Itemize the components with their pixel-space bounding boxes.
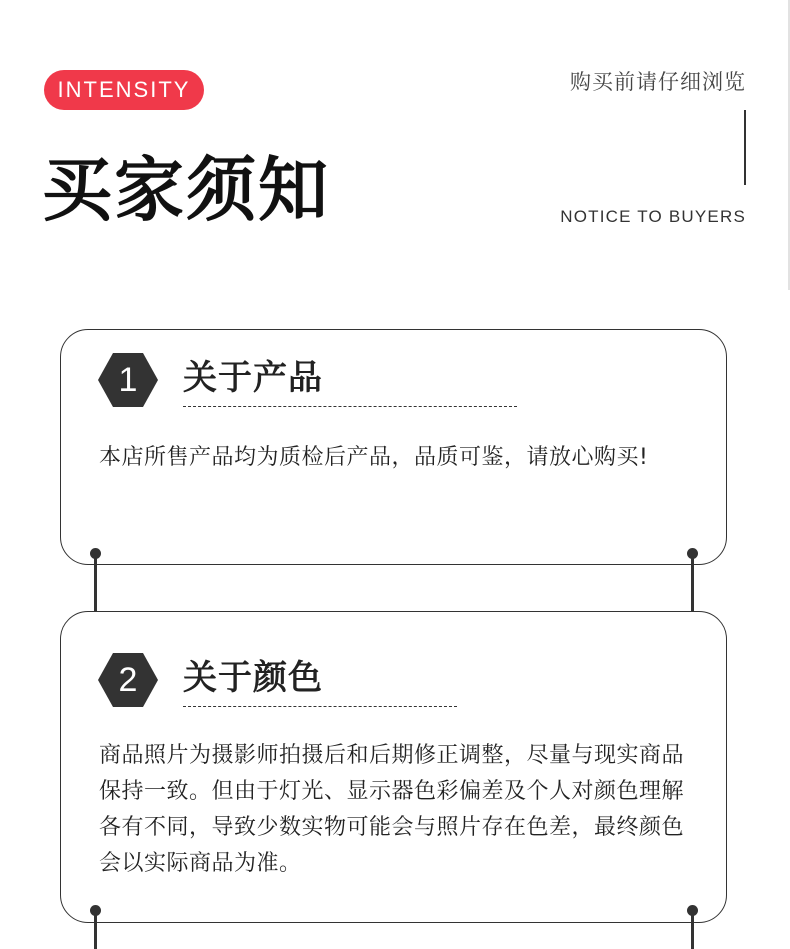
notice-card-product xyxy=(60,329,727,565)
section-number: 2 xyxy=(118,661,138,699)
page-title: 买家须知 xyxy=(42,149,330,231)
subtitle-english: NOTICE TO BUYERS xyxy=(560,207,746,226)
hexagon-number-badge xyxy=(97,652,159,708)
intensity-tag: INTENSITY xyxy=(44,70,204,110)
connector-line xyxy=(691,910,694,949)
section-title: 关于颜色 xyxy=(183,658,323,698)
dashed-underline xyxy=(183,406,517,407)
hexagon-number-badge xyxy=(97,352,159,408)
dashed-underline xyxy=(183,706,457,707)
subtitle-chinese: 购买前请仔细浏览 xyxy=(570,70,746,94)
vertical-divider xyxy=(744,110,746,185)
section-title: 关于产品 xyxy=(183,358,323,398)
notice-card-color xyxy=(60,611,727,923)
section-number: 1 xyxy=(118,361,138,399)
connector-line xyxy=(94,910,97,949)
section-body: 本店所售产品均为质检后产品，品质可鉴，请放心购买! xyxy=(99,445,649,470)
section-body: 商品照片为摄影师拍摄后和后期修正调整，尽量与现实商品保持一致。但由于灯光、显示器色彩偏差及个人对颜色理解各有不同，导致少数实物可能会与照片存在色差，最终颜色会以实际商品为准。 xyxy=(99,743,685,876)
